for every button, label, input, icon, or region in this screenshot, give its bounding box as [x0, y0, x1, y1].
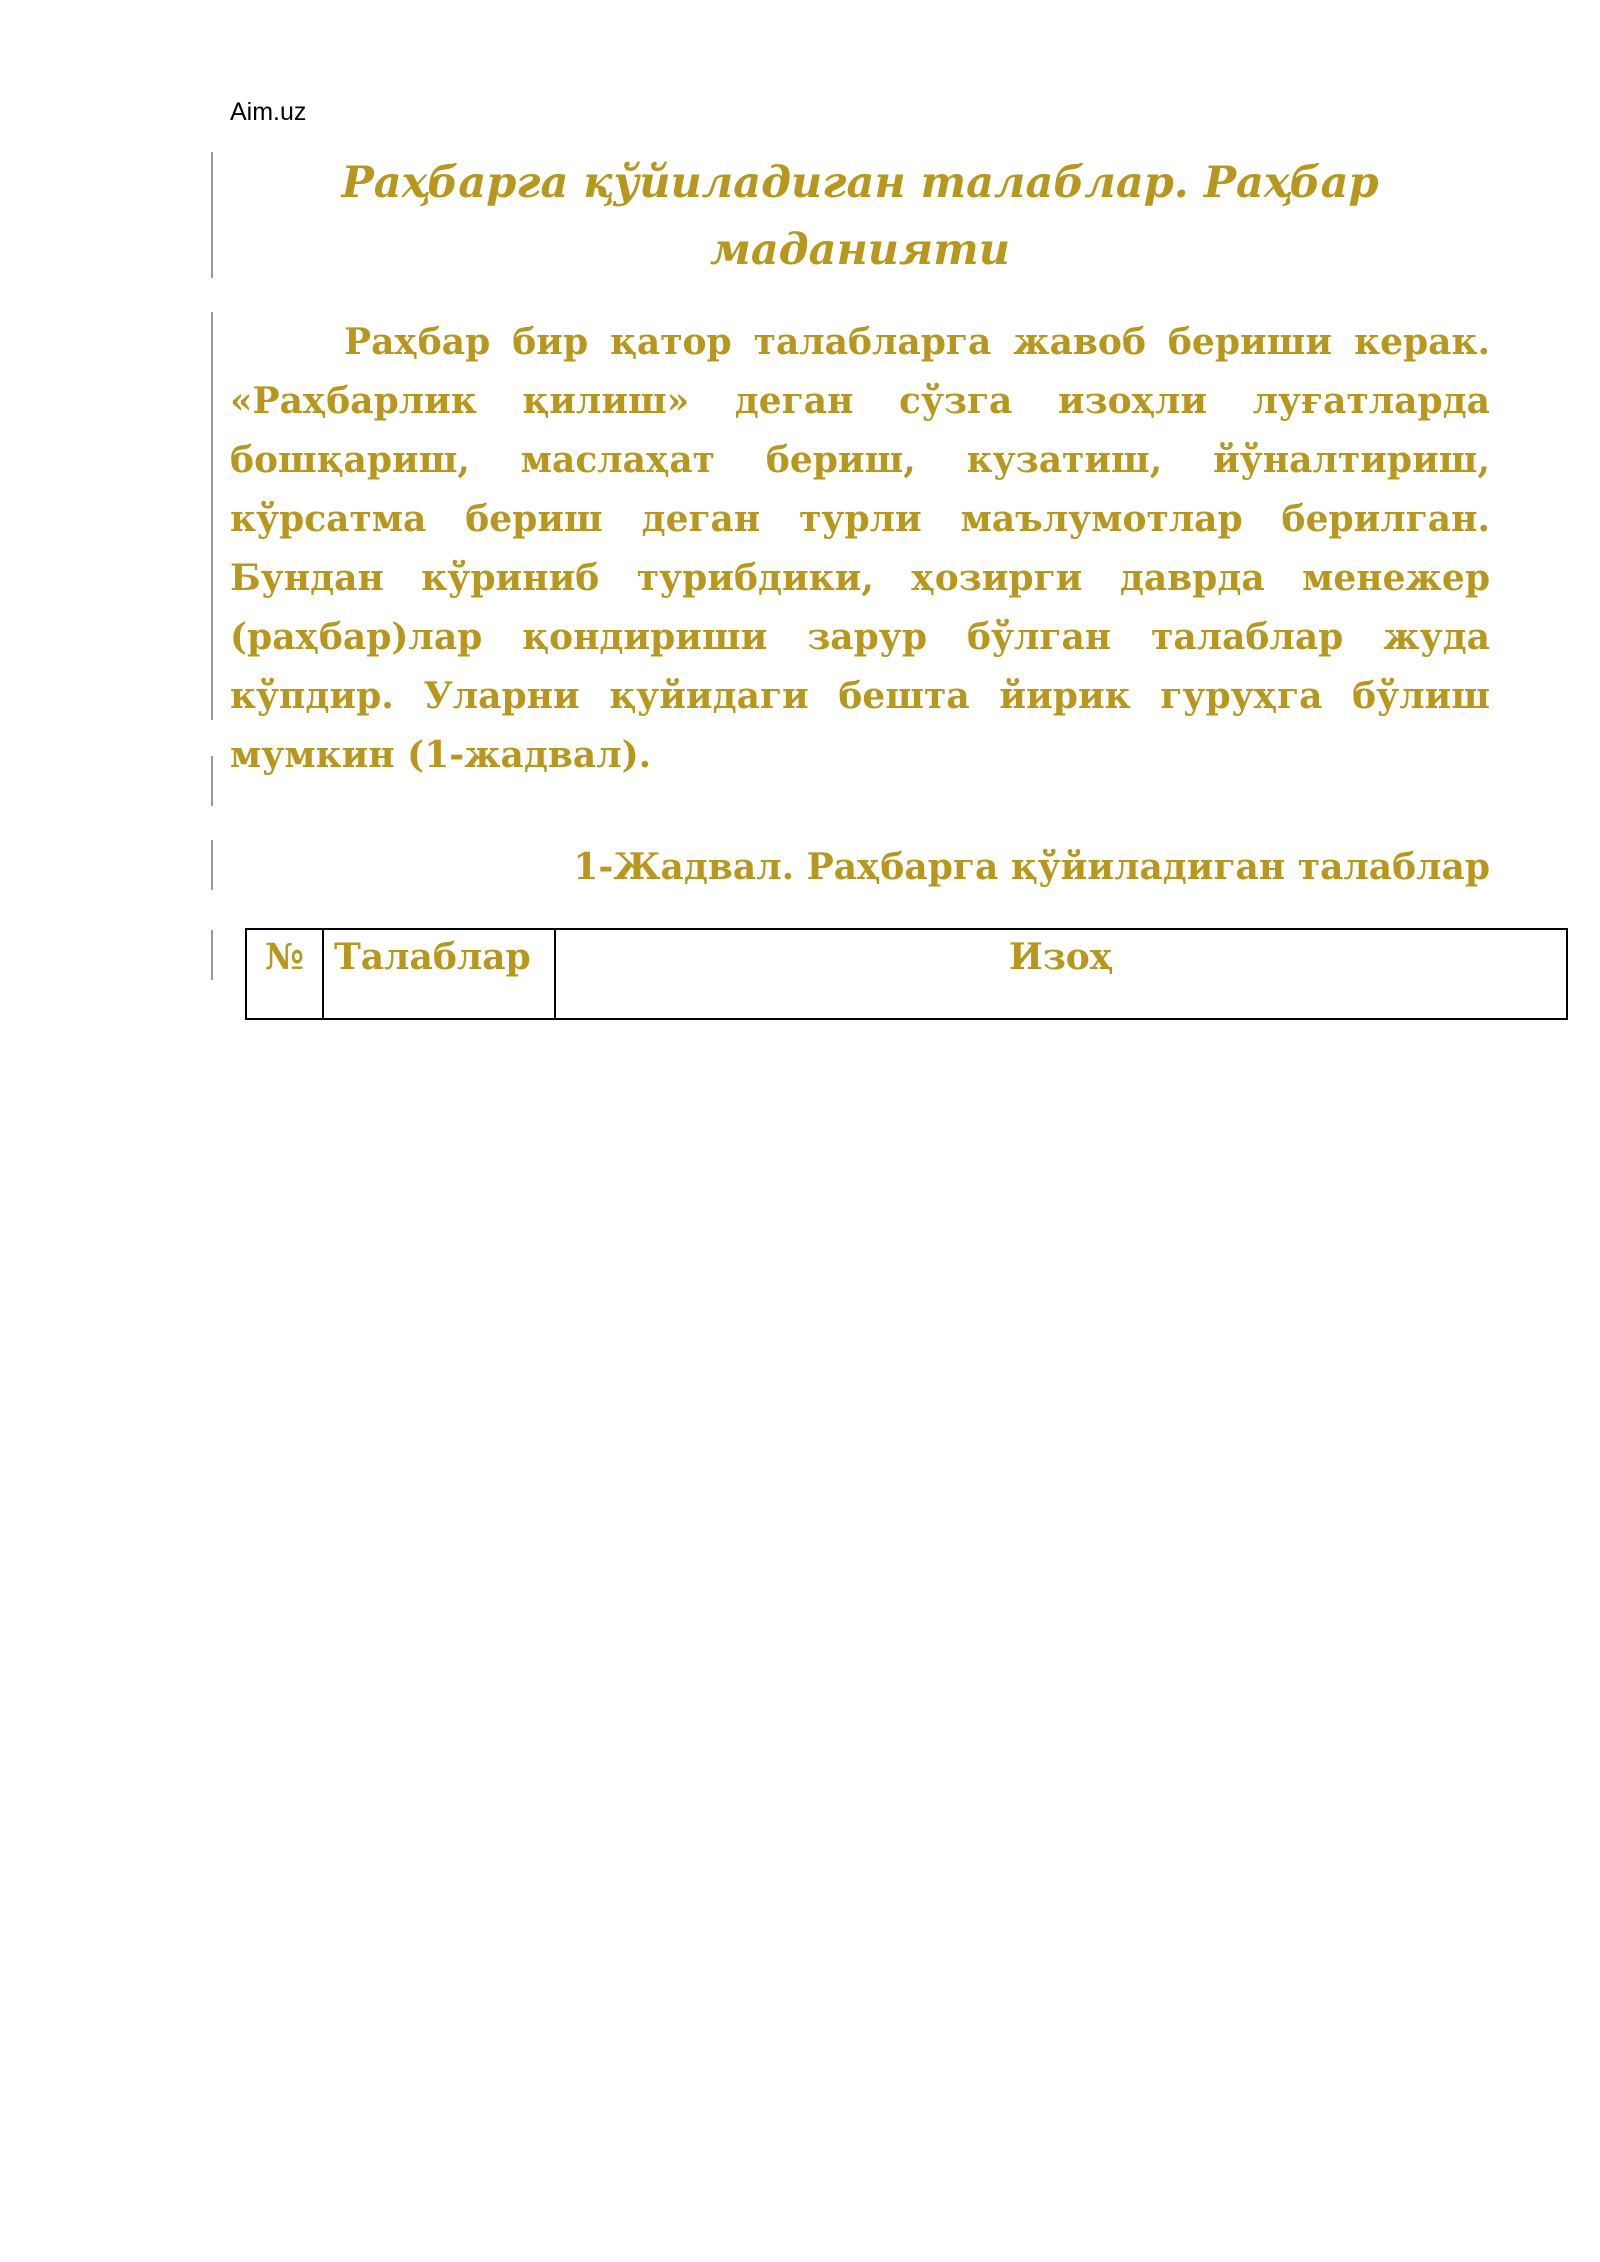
title-line-1: Раҳбарга қўйиладиган талаблар. Раҳбар [341, 158, 1379, 208]
header-number: № [246, 929, 323, 1019]
header-notes: Изоҳ [555, 929, 1567, 1019]
change-bar [211, 312, 213, 720]
title-line-2: маданияти [709, 225, 1011, 275]
change-bar [211, 152, 213, 278]
change-bar [211, 930, 213, 980]
table-header-row [246, 929, 1567, 1019]
table-caption: 1-Жадвал. Раҳбарга қўйиладиган талаблар [573, 846, 1490, 888]
header-requirements: Талаблар [323, 929, 555, 1019]
document-title [230, 150, 1490, 284]
body-paragraph: Раҳбар бир қатор талабларга жавоб бериши керак. «Раҳбарлик қилиш» деган сўзга изоҳли луғатларда бошқариш, маслаҳат бериш, кузатиш, йўналтириш, кўрсатма бериш деган турли маълумотлар берилган. Бундан кўриниб турибдики, ҳозирги даврда менежер (раҳбар)лар қондириши зарур бўлган талаблар жуда кўпдир. Уларни қуйидаги бешта йирик гуруҳга бўлиш мумкин (1-жадвал). [230, 321, 1490, 776]
requirements-table [245, 928, 1568, 1020]
change-bar [211, 756, 213, 806]
page-header: Aim.uz [230, 98, 307, 126]
change-bar [211, 840, 213, 890]
